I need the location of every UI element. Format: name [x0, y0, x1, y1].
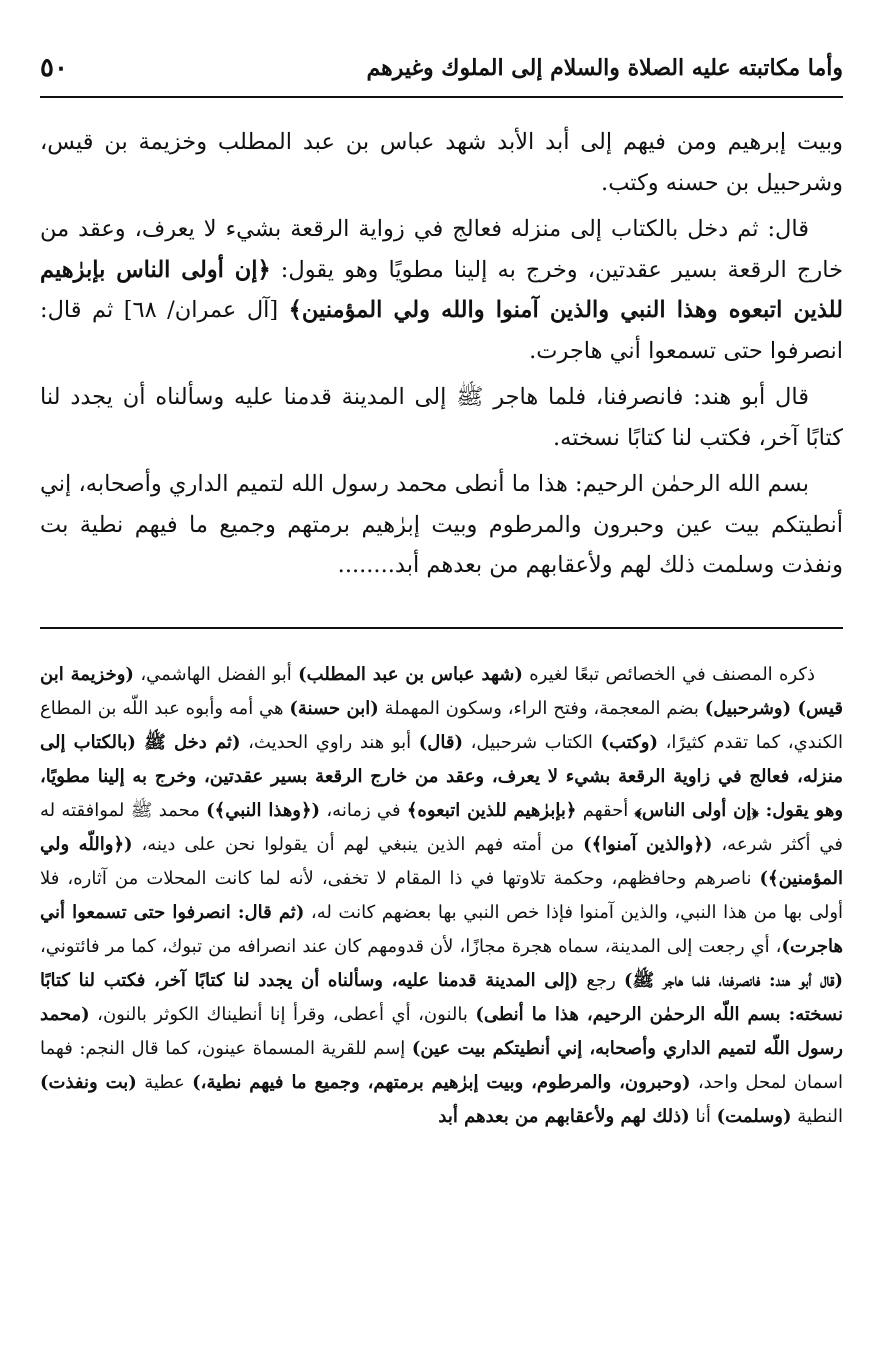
commentary-quote: (ابن حسنة) — [289, 698, 379, 719]
commentary-segment: من أمته فهم الذين ينبغي لهم أن يقولوا نحن على دينه، — [132, 834, 584, 855]
commentary-segment: بالنون، أي أعطى، وقرأ إنا أنطيناك الكوثر بالنون، — [89, 1004, 476, 1025]
commentary-segment: أبو الفضل الهاشمي، — [133, 664, 299, 685]
commentary-segment: عطية — [136, 1072, 193, 1093]
commentary-quote: (﴿وهذا النبي﴾) — [206, 800, 321, 821]
commentary-quote: (قال) — [418, 732, 463, 753]
commentary-quote: (وحبرون، والمرطوم، وبيت إبرٰهيم برمتهم، وجميع ما فيهم نطية،) — [192, 1072, 691, 1093]
commentary-segment: الكتاب شرحبيل، — [462, 732, 601, 753]
commentary-segment: إسم للقرية المسماة عينون، كما قال النجم: فهما اسمان لمحل واحد، — [40, 1038, 844, 1093]
commentary-segment: النطية — [791, 1106, 843, 1127]
commentary-segment: ذكره المصنف في الخصائص تبعًا لغيره — [522, 664, 815, 685]
main-text — [40, 122, 843, 592]
commentary-quote: (ذلك لهم ولأعقابهم من بعدهم أبد — [438, 1106, 690, 1127]
commentary-paragraph — [40, 658, 843, 1134]
commentary-quote: (ثم دخل ﷺ (بالكتاب إلى منزله، فعالج في زاوية الرقعة بشيء لا يعرف، وعقد من خارج الرقعة بسير عقدتين، وخرج به إلينا مطويًا، وهو يقول: ﴿إن أولى الناس﴾ — [40, 732, 844, 821]
commentary-segment: محمد ﷺ لموافقته له في أكثر شرعه، — [40, 800, 843, 855]
main-paragraph-2 — [40, 209, 843, 371]
page-header — [40, 44, 843, 92]
header-divider — [40, 96, 843, 98]
commentary-quote: (قال أبو هند: فانصرفنا، فلما هاجر ﷺ) — [623, 970, 843, 991]
commentary-quote: (وخزيمة ابن قيس) (وشرحبيل) — [40, 664, 844, 719]
commentary-segment: ناصرهم وحافظهم، وحكمة تلاوتها في ذا المقام لا تخفى، لأنه لما كانت المحلات من آثاره، فلا أولى بها من هذا النبي، والذين آمنوا فإذا خص النبي بها بعضهم كانت له، — [40, 868, 844, 923]
commentary-segment: ، أي رجعت إلى المدينة، سماه هجرة مجازًا، لأن قدومهم كان عند انصرافه من تبوك، كما مر فائتوني، — [40, 936, 782, 957]
commentary-quote: (شهد عباس بن عبد المطلب) — [298, 664, 523, 685]
commentary-quote: (﴿واللّه ولي المؤمنين﴾) — [40, 834, 843, 889]
verse-reference: [آل عمران/ ٦٨] ثم قال: انصرفوا حتى تسمعوا أني هاجرت. — [40, 297, 843, 364]
commentary-text — [40, 658, 843, 1134]
main-paragraph-1: وبيت إبرهيم ومن فيهم إلى أبد الأبد شهد عباس بن عبد المطلب وخزيمة بن قيس، وشرحبيل بن حسنه وكتب. — [40, 129, 843, 196]
commentary-segment: أحقهم — [576, 800, 635, 821]
commentary-quote: (محمد رسول اللّه لتميم الداري وأصحابه، إني أنطيتكم بيت عين) — [40, 1004, 843, 1059]
commentary-quote: (بت ونفذت) — [40, 1072, 137, 1093]
quran-verse: ﴿إن أولى الناس بإبرٰهيم للذين اتبعوه وهذا النبي والذين آمنوا والله ولي المؤمنين﴾ — [40, 256, 843, 323]
commentary-segment: هي أمه وأبوه عبد اللّه بن المطاع الكندي، كما تقدم كثيرًا، — [40, 698, 843, 753]
commentary-divider — [40, 627, 843, 629]
main-paragraph-3: قال أبو هند: فانصرفنا، فلما هاجر ﷺ إلى المدينة قدمنا عليه وسألناه أن يجدد لنا كتابًا آخر، فكتب لنا كتابًا نسخته. — [40, 384, 843, 451]
commentary-segment: بضم المعجمة، وفتح الراء، وسكون المهملة — [378, 698, 705, 719]
commentary-quote: (إلى المدينة قدمنا عليه، وسألناه أن يجدد لنا كتابًا آخر، فكتب لنا كتابًا نسخته: بسم اللّه الرحمٰن الرحيم، هذا ما أنطى) — [40, 970, 843, 1025]
commentary-quote: (وكتب) — [600, 732, 658, 753]
commentary-segment: أبو هند راوي الحديث، — [240, 732, 419, 753]
main-paragraph-4: بسم الله الرحمٰن الرحيم: هذا ما أنطى محمد رسول الله لتميم الداري وأصحابه، إني أنطيتكم بيت عين وحبرون والمرطوم وبيت إبرٰهيم برمتهم وجميع ما فيهم نطية بت ونفذت وسلمت ذلك لهم ولأعقابهم من بعدهم أبد........ — [40, 471, 843, 578]
commentary-quote: ﴿بإبرٰهيم للذين اتبعوه﴾ — [406, 800, 577, 821]
narration-text: قال: ثم دخل بالكتاب إلى منزله فعالج في زواية الرقعة بشيء لا يعرف، وعقد من خارج الرقعة بسير عقدتين، وخرج به إلينا مطويًا وهو يقول: — [40, 216, 843, 283]
commentary-segment: رجع — [578, 970, 624, 991]
commentary-quote: (﴿والذين آمنوا﴾) — [583, 834, 713, 855]
page-number: ٥٠ — [40, 53, 68, 83]
commentary-segment: في زمانه، — [320, 800, 407, 821]
commentary-quote: (وسلمت) — [716, 1106, 792, 1127]
commentary-quote: (ثم قال: انصرفوا حتى تسمعوا أني هاجرت) — [40, 902, 843, 957]
commentary-segment: أنا — [689, 1106, 717, 1127]
running-title: وأما مكاتبته عليه الصلاة والسلام إلى الملوك وغيرهم — [366, 55, 843, 81]
